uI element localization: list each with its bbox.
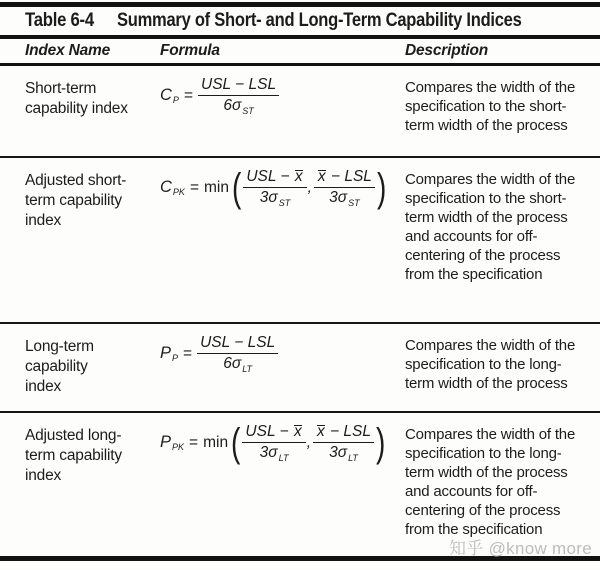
coefficient: 3	[259, 444, 269, 461]
equals-sign: =	[183, 86, 193, 104]
formula-cell	[160, 324, 405, 411]
index-name-line: term capability	[25, 191, 122, 209]
x-bar: x	[317, 168, 326, 185]
description-cell: Compares the width of the specification to the long-term width of the process and accounts for off-centering of the process from the specification	[405, 426, 576, 539]
formula-ppk	[160, 420, 387, 465]
column-header-index-name: Index Name	[25, 42, 111, 59]
sigma-symbol: σ	[231, 97, 242, 114]
index-name-line: Adjusted short-	[25, 172, 127, 189]
formula-subscript: P	[172, 94, 179, 105]
fraction-denominator	[197, 354, 278, 373]
fraction-denominator	[313, 443, 374, 462]
formula-cell	[160, 158, 405, 322]
fraction	[314, 168, 375, 207]
formula-subscript: PK	[172, 441, 185, 452]
equals-sign: =	[189, 433, 199, 451]
description-cell: Compares the width of the specification to the short-term width of the process and accounts for off-centering of the process from the specification	[405, 171, 576, 284]
x-bar: x	[294, 168, 303, 185]
comma: ,	[307, 179, 312, 196]
column-header-description: Description	[405, 42, 489, 59]
index-name-line: index	[25, 466, 62, 484]
open-paren: (	[231, 420, 241, 465]
table-row-cp	[0, 66, 600, 158]
fraction	[242, 423, 305, 462]
min-operator: min	[203, 433, 229, 451]
x-bar: x	[317, 423, 325, 440]
table-title: Summary of Short- and Long-Term Capability Indices	[117, 10, 522, 31]
x-bar: x	[293, 423, 302, 440]
fraction-denominator	[242, 443, 305, 462]
sigma-subscript: ST	[242, 106, 254, 116]
equals-sign: =	[183, 344, 193, 362]
sigma-subscript: LT	[242, 364, 253, 374]
sigma-symbol: σ	[268, 189, 278, 206]
open-paren: (	[231, 165, 242, 210]
sigma-symbol: σ	[337, 444, 348, 461]
formula-symbol: P	[160, 433, 172, 451]
index-name-line: index	[25, 211, 62, 229]
fraction-numerator	[243, 168, 306, 188]
fraction	[313, 423, 374, 462]
fraction-denominator	[198, 96, 279, 115]
formula-subscript: PK	[172, 186, 185, 197]
numerator-text: − LSL	[330, 168, 372, 185]
coefficient: 3	[259, 189, 269, 206]
index-name-cell	[25, 66, 160, 156]
fraction-numerator	[314, 168, 375, 188]
fraction-denominator	[243, 188, 306, 207]
index-name-cell	[25, 324, 160, 411]
sigma-subscript: LT	[278, 453, 289, 463]
sigma-subscript: ST	[278, 198, 291, 208]
column-header-row	[0, 39, 600, 63]
comma: ,	[306, 434, 312, 451]
table-number: Table 6-4	[25, 10, 94, 31]
formula-symbol: C	[160, 178, 172, 196]
formula-subscript: P	[172, 352, 179, 363]
formula-cp	[160, 76, 279, 115]
coefficient: 6	[223, 97, 232, 114]
index-name-line: term capability	[25, 446, 122, 464]
index-name-line: Adjusted long-	[25, 427, 122, 444]
watermark: 知乎 @know more	[448, 539, 592, 558]
index-name-cell	[25, 413, 160, 556]
equals-sign: =	[189, 178, 199, 196]
fraction-denominator	[314, 188, 375, 207]
formula-symbol: C	[160, 86, 172, 104]
numerator-text: − LSL	[330, 423, 372, 440]
close-paren: )	[376, 165, 387, 210]
sigma-subscript: ST	[348, 198, 360, 208]
min-operator: min	[204, 178, 229, 196]
index-name-line: index	[25, 377, 62, 395]
formula-cpk	[160, 165, 388, 210]
column-header-formula: Formula	[160, 42, 220, 59]
fraction	[197, 334, 278, 373]
table-row-pp	[0, 324, 600, 413]
numerator-text: USL −	[246, 168, 290, 185]
coefficient: 3	[329, 189, 338, 206]
fraction-numerator: USL − LSL	[198, 76, 279, 96]
fraction	[243, 168, 306, 207]
fraction-numerator	[313, 423, 374, 443]
formula-symbol: P	[160, 344, 172, 362]
index-name-line: capability index	[25, 99, 128, 117]
sigma-symbol: σ	[337, 189, 348, 206]
index-name-line: capability	[25, 357, 88, 375]
fraction	[198, 76, 279, 115]
formula-cell	[160, 66, 405, 156]
sigma-symbol: σ	[268, 444, 278, 461]
fraction-numerator	[242, 423, 305, 443]
description-cell: Compares the width of the specification to the short-term width of the process	[405, 79, 576, 135]
sigma-subscript: LT	[348, 453, 358, 463]
fraction-numerator: USL − LSL	[197, 334, 278, 354]
formula-pp	[160, 334, 278, 373]
index-name-line: Short-term	[25, 80, 97, 97]
index-name-cell	[25, 158, 160, 322]
description-cell: Compares the width of the specification to the long-term width of the process	[405, 337, 576, 393]
index-name-line: Long-term	[25, 338, 94, 355]
formula-cell	[160, 413, 405, 556]
table-row-cpk	[0, 158, 600, 324]
table-caption-row	[0, 7, 600, 35]
coefficient: 6	[223, 355, 232, 372]
numerator-text: USL −	[245, 423, 289, 440]
coefficient: 3	[329, 444, 338, 461]
close-paren: )	[376, 420, 386, 465]
sigma-symbol: σ	[231, 355, 242, 372]
